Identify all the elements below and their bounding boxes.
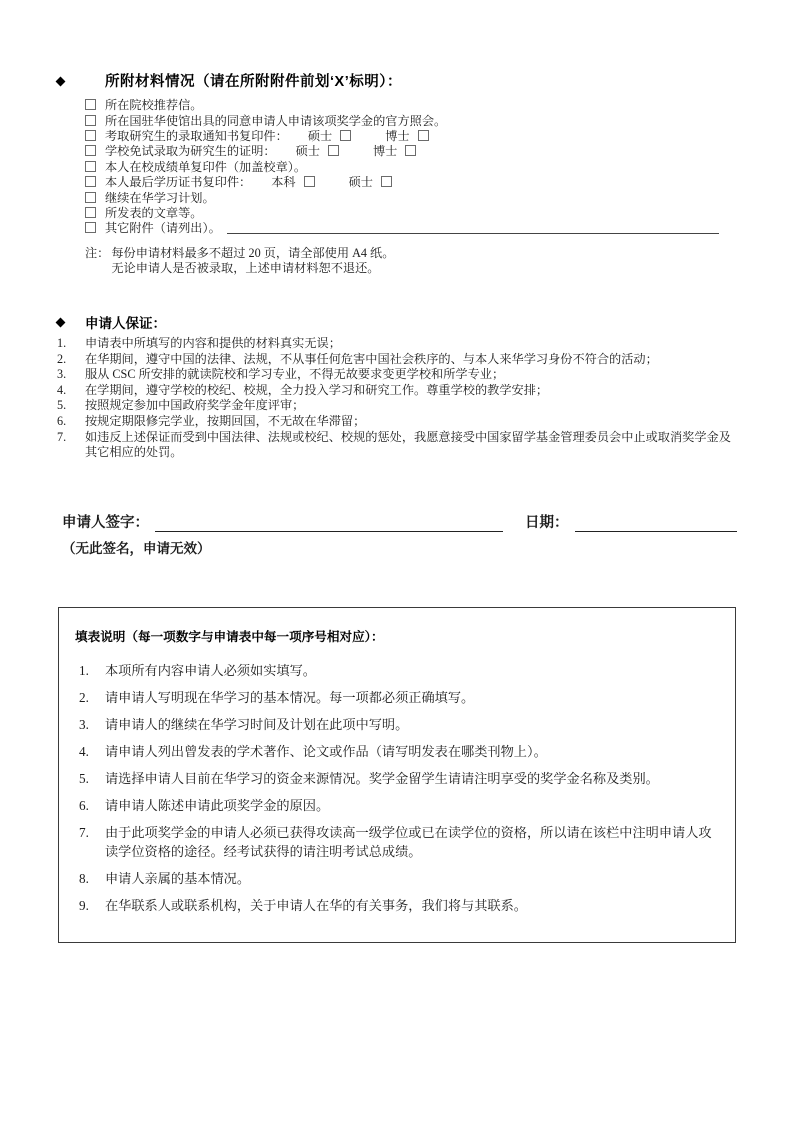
checkbox[interactable]: [85, 130, 96, 141]
instruction-item-number: 6.: [79, 798, 89, 813]
instruction-item: [75, 823, 719, 861]
guarantee-item-text: 按照规定参加中国政府奖学金年度评审；: [85, 398, 305, 413]
instruction-item-text: 请申请人列出曾发表的学术著作、论文或作品（请写明发表在哪类刊物上）。: [105, 744, 547, 759]
diamond-bullet-icon: [56, 77, 66, 87]
section-title-row: [57, 70, 747, 91]
form-instructions-list: [75, 661, 719, 915]
section-title-row: [57, 312, 741, 332]
instruction-item: [75, 742, 719, 761]
instruction-item: [75, 715, 719, 734]
guarantee-item-text: 在华期间，遵守中国的法律、法规，不从事任何危害中国社会秩序的、与本人来华学习身份不符合的活动；: [85, 351, 658, 366]
attachment-option-label: 硕士: [348, 175, 373, 190]
checkbox[interactable]: [405, 145, 416, 156]
applicant-guarantee-section: [57, 312, 741, 461]
guarantee-item-text: 在学期间，遵守学校的校纪、校规，全力投入学习和研究工作。尊重学校的教学安排；: [85, 382, 549, 397]
attachment-item: [85, 97, 747, 112]
attached-materials-title: 所附材料情况（请在所附附件前划‘X’标明）：: [105, 74, 402, 90]
attachment-item-label: 考取研究生的录取通知书复印件：: [105, 128, 288, 143]
note-label: 注：: [85, 245, 110, 260]
checkbox[interactable]: [85, 222, 96, 233]
note-lines: [111, 246, 394, 278]
checkbox[interactable]: [328, 145, 339, 156]
instruction-item-number: 2.: [79, 690, 89, 705]
instruction-item-number: 4.: [79, 744, 89, 759]
diamond-bullet-icon: [56, 317, 66, 327]
guarantee-item: [57, 352, 741, 368]
instruction-item-text: 请申请人陈述申请此项奖学金的原因。: [105, 798, 330, 813]
instruction-item-text: 在华联系人或联系机构，关于申请人在华的有关事务，我们将与其联系。: [105, 898, 527, 913]
date-label: 日期：: [525, 515, 569, 531]
guarantee-item-text: 按规定期限修完学业，按期回国，不无故在华滞留；: [85, 413, 366, 428]
attachment-option-label: 博士: [373, 144, 398, 159]
instruction-item: [75, 896, 719, 915]
instruction-item: [75, 688, 719, 707]
checkbox[interactable]: [85, 161, 96, 172]
attachment-item-label: 本人最后学历证书复印件：: [105, 175, 252, 190]
attachment-item: [85, 112, 747, 127]
attachment-item: [85, 128, 747, 143]
guarantee-item-number: 2.: [57, 351, 67, 366]
attachment-option-label: 硕士: [307, 128, 333, 143]
instruction-item-text: 请申请人写明现在华学习的基本情况。每一项都必须正确填写。: [105, 690, 475, 705]
checkbox[interactable]: [85, 192, 96, 203]
signature-label: 申请人签字：: [62, 515, 149, 531]
guarantee-item: [57, 414, 741, 430]
attachment-option-label: 硕士: [295, 144, 320, 159]
note-line: 无论申请人是否被录取，上述申请材料恕不退还。: [111, 261, 380, 276]
guarantee-list: [57, 336, 741, 461]
instruction-item-number: 8.: [79, 871, 89, 886]
instruction-item-number: 1.: [79, 663, 89, 678]
attachment-item-label: 继续在华学习计划。: [105, 190, 215, 205]
date-input[interactable]: [575, 516, 737, 532]
attachment-item-label: 所在院校推荐信。: [105, 98, 203, 113]
signature-required-note: （无此签名，申请无效）: [62, 541, 211, 556]
attachment-item-label: 学校免试录取为研究生的证明：: [105, 144, 276, 159]
guarantee-item: [57, 383, 741, 399]
instruction-item-number: 9.: [79, 898, 89, 913]
attachment-item: [85, 205, 747, 220]
checkbox[interactable]: [418, 130, 429, 141]
signature-row: [62, 511, 738, 532]
guarantee-item-number: 6.: [57, 413, 67, 428]
form-instructions-title: 填表说明（每一项数字与申请表中每一项序号相对应）：: [75, 630, 384, 644]
signature-block: [62, 511, 738, 557]
guarantee-item-number: 1.: [57, 336, 67, 350]
instruction-item-number: 7.: [79, 825, 89, 840]
attachment-item-label: 其它附件（请列出）。: [105, 221, 221, 236]
guarantee-item: [57, 398, 741, 414]
attachment-item: [85, 189, 747, 204]
note-line: 每份申请材料最多不超过 20 页，请全部使用 A4 纸。: [111, 245, 395, 260]
attachment-item: [85, 159, 747, 174]
instruction-item-text: 请申请人的继续在华学习时间及计划在此项中写明。: [105, 717, 409, 732]
instruction-item-number: 3.: [79, 717, 89, 732]
instruction-item: [75, 869, 719, 888]
guarantee-item-text: 如违反上述保证而受到中国法律、法规或校纪、校规的惩处，我愿意接受中国家留学基金管理委员会中止或取消奖学金及其它相应的处罚。: [85, 429, 731, 460]
instruction-item-text: 由于此项奖学金的申请人必须已获得攻读高一级学位或已在读学位的资格，所以请在该栏中注明申请人攻读学位资格的途径。经考试获得的请注明考试总成绩。: [105, 825, 712, 859]
attachment-item: [85, 220, 747, 235]
checkbox[interactable]: [85, 176, 96, 187]
applicant-guarantee-title: 申请人保证：: [85, 316, 166, 331]
attachment-option-label: 本科: [271, 175, 296, 190]
instruction-item-text: 本项所有内容申请人必须如实填写。: [105, 663, 316, 678]
guarantee-item-text: 申请表中所填写的内容和提供的材料真实无误；: [85, 336, 341, 350]
guarantee-item: [57, 430, 741, 461]
attachment-item: [85, 174, 747, 189]
instruction-item-text: 请选择申请人目前在华学习的资金来源情况。奖学金留学生请请注明享受的奖学金名称及类别。: [105, 771, 659, 786]
instruction-item: [75, 769, 719, 788]
guarantee-item: [57, 336, 741, 352]
guarantee-item-number: 5.: [57, 398, 67, 413]
other-attachments-input[interactable]: [227, 222, 719, 234]
attached-materials-section: [57, 70, 747, 277]
checkbox[interactable]: [85, 207, 96, 218]
guarantee-item-number: 4.: [57, 382, 67, 397]
attachment-item-label: 所发表的文章等。: [105, 205, 203, 220]
guarantee-item-number: 3.: [57, 367, 67, 382]
attachment-item: [85, 143, 747, 158]
note-block: [85, 246, 747, 278]
checkbox[interactable]: [304, 176, 315, 187]
attachment-checklist: [85, 97, 747, 236]
checkbox[interactable]: [85, 145, 96, 156]
guarantee-item: [57, 367, 741, 383]
instruction-item-number: 5.: [79, 771, 89, 786]
instruction-item: [75, 796, 719, 815]
checkbox[interactable]: [85, 99, 96, 110]
attachment-item-label: 所在国驻华使馆出具的同意申请人申请该项奖学金的官方照会。: [105, 113, 447, 128]
guarantee-item-number: 7.: [57, 429, 67, 444]
form-instructions-box: [58, 607, 736, 943]
attachment-option-label: 博士: [385, 128, 410, 143]
guarantee-item-text: 服从 CSC 所安排的就读院校和学习专业，不得无故要求变更学校和所学专业；: [85, 367, 505, 382]
instruction-item-text: 申请人亲属的基本情况。: [105, 871, 251, 886]
checkbox[interactable]: [340, 130, 351, 141]
checkbox[interactable]: [85, 115, 96, 126]
instruction-item: [75, 661, 719, 680]
checkbox[interactable]: [381, 176, 392, 187]
attachment-item-label: 本人在校成绩单复印件（加盖校章）。: [105, 159, 307, 174]
signature-input[interactable]: [155, 516, 503, 532]
